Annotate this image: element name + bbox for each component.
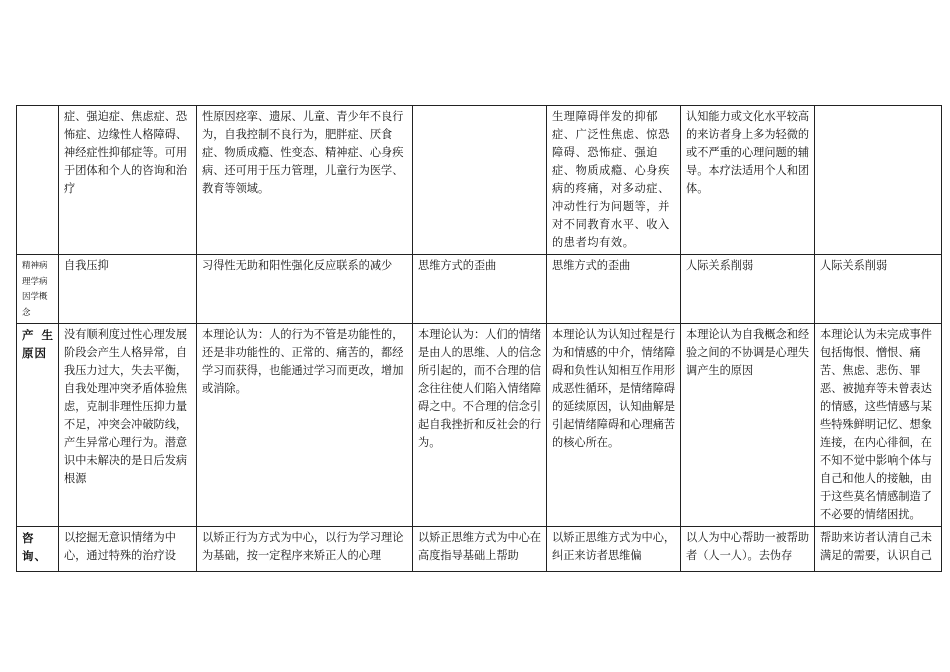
- table-cell: 以挖掘无意识情绪为中心，通过特殊的治疗设: [59, 527, 197, 572]
- table-row: [17, 106, 942, 255]
- table-cell: 思维方式的歪曲: [547, 255, 681, 324]
- table-cell: 认知能力或文化水平较高的来访者身上多为轻微的或不严重的心理问题的辅导。本疗法适用个人和团体。: [681, 106, 815, 255]
- table-cell: 以矫正思维方式为中心，纠正来访者思维偏: [547, 527, 681, 572]
- table-cell: 习得性无助和阳性强化反应联系的减少: [197, 255, 413, 324]
- table-cell: [815, 106, 942, 255]
- table-cell: 症、强迫症、焦虑症、恐怖症、边缘性人格障碍、神经症性抑郁症等。可用于团体和个人的咨询和治疗: [59, 106, 197, 255]
- row-label: [17, 106, 59, 255]
- table-cell: 以矫正行为方式为中心，以行为学习理论为基础，按一定程序来矫正人的心理: [197, 527, 413, 572]
- row-label: 精神病理学病因学概念: [17, 255, 59, 324]
- table-row: [17, 255, 942, 324]
- table-cell: 生理障碍伴发的抑郁症、广泛性焦虑、惊恐障碍、恐怖症、强迫症、物质成瘾、心身疾病的疼痛，对多动症、冲动性行为问题等，并对不同教育水平、收入的患者均有效。: [547, 106, 681, 255]
- table-cell: 人际关系削弱: [681, 255, 815, 324]
- table-cell: 人际关系削弱: [815, 255, 942, 324]
- table-cell: 以矫正思维方式为中心在高度指导基础上帮助: [413, 527, 547, 572]
- table-cell: 以人为中心帮助一被帮助者（人一人）。去伪存: [681, 527, 815, 572]
- table-row: [17, 324, 942, 527]
- table-cell: 本理论认为：人的行为不管是功能性的，还是非功能性的、正常的、痛苦的，都经学习而获得，也能通过学习而更改，增加或消除。: [197, 324, 413, 527]
- table-cell: 自我压抑: [59, 255, 197, 324]
- table-cell: 性原因痉挛、遗尿、儿童、青少年不良行为，自我控制不良行为，肥胖症、厌食症、物质成瘾、性变态、精神症、心身疾病、还可用于压力管理，儿童行为医学、教育等领域。: [197, 106, 413, 255]
- table-row: [17, 527, 942, 572]
- table-cell: 本理论认为未完成事件包括悔恨、憎恨、痛苦、焦虑、悲伤、罪恶、被抛弃等未曾表达的情感，这些情感与某些特殊鲜明记忆、想象连接，在内心徘徊，在不知不觉中影响个体与自己和他人的接触，由于这些莫名情感制造了不必要的情绪困扰。: [815, 324, 942, 527]
- row-label: 产生原因: [17, 324, 59, 527]
- table-cell: 本理论认为自我概念和经验之间的不协调是心理失调产生的原因: [681, 324, 815, 527]
- table-cell: 本理论认为认知过程是行为和情感的中介，情绪障碍和负性认知相互作用形成恶性循环，是情绪障碍的延续原因，认知曲解是引起情绪障碍和心理痛苦的核心所在。: [547, 324, 681, 527]
- therapy-comparison-table: [16, 105, 942, 572]
- table-cell: 帮助来访者认清自己未满足的需要，认识自己: [815, 527, 942, 572]
- table-cell: 本理论认为：人们的情绪是由人的思维、人的信念所引起的，而不合理的信念往往使人们陷入情绪障碍之中。不合理的信念引起自我挫折和反社会的行为。: [413, 324, 547, 527]
- table-cell: 思维方式的歪曲: [413, 255, 547, 324]
- table-cell: [413, 106, 547, 255]
- row-label: 咨询、: [17, 527, 59, 572]
- table-cell: 没有顺利度过性心理发展阶段会产生人格异常，自我压力过大，失去平衡，自我处理冲突矛盾体验焦虑，克制非理性压抑力量不足，冲突会冲破防线，产生异常心理行为。潜意识中未解决的是日后发病根源: [59, 324, 197, 527]
